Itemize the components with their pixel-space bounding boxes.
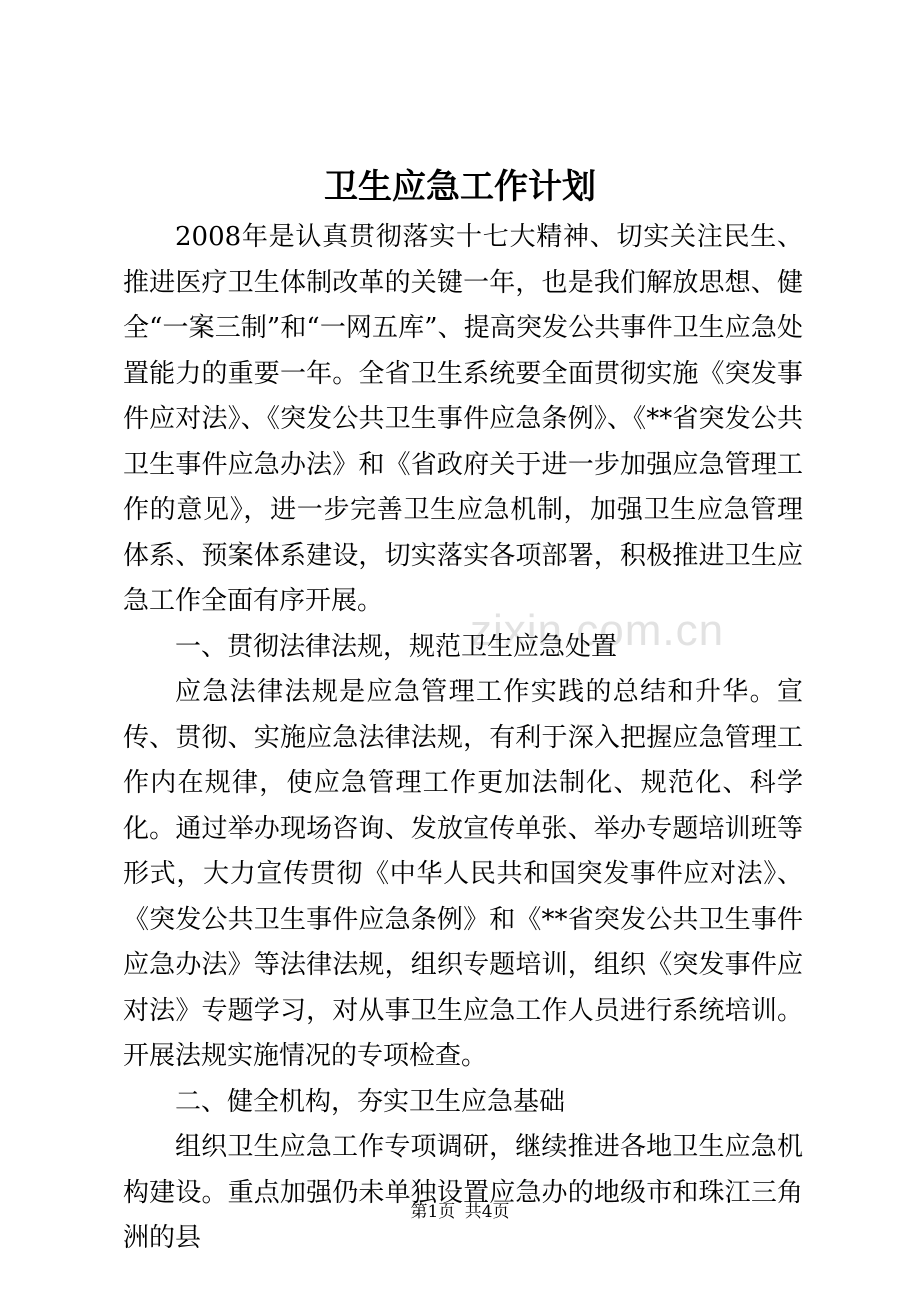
page-total: 共4页 — [464, 1202, 510, 1222]
paragraph-section-2: 组织卫生应急工作专项调研，继续推进各地卫生应急机构建设。重点加强仍未单独设置应急办的地级市和珠江三角洲的县 — [123, 1132, 803, 1253]
page-number: 第1页 — [410, 1202, 456, 1222]
paragraph-intro: 2008年是认真贯彻落实十七大精神、切实关注民生、推进医疗卫生体制改革的关键一年，也是我们解放思想、健全“一案三制”和“一网五库”、提高突发公共事件卫生应急处置能力的重要一年。全省卫生系统要全面贯彻实施《突发事件应对法》、《突发公共卫生事件应急条例》、《**省突发公共卫生事件应急办法》和《省政府关于进一步加强应急管理工作的意见》，进一步完善卫生应急机制，加强卫生应急管理体系、预案体系建设，切实落实各项部署，积极推进卫生应急工作全面有序开展。 — [123, 222, 803, 616]
document-body — [123, 215, 803, 1262]
watermark: zixin.com.cn — [470, 606, 725, 655]
section-heading-1: 一、贯彻法律法规，规范卫生应急处置 — [175, 631, 618, 662]
document-title: 卫生应急工作计划 — [324, 167, 596, 207]
section-heading-2: 二、健全机构，夯实卫生应急基础 — [175, 1086, 566, 1117]
page-footer — [0, 1200, 920, 1224]
paragraph-section-1: 应急法律法规是应急管理工作实践的总结和升华。宣传、贯彻、实施应急法律法规，有利于深入把握应急管理工作内在规律，使应急管理工作更加法制化、规范化、科学化。通过举办现场咨询、发放宣传单张、举办专题培训班等形式，大力宣传贯彻《中华人民共和国突发事件应对法》、《突发公共卫生事件应急条例》和《**省突发公共卫生事件应急办法》等法律法规，组织专题培训，组织《突发事件应对法》专题学习，对从事卫生应急工作人员进行系统培训。开展法规实施情况的专项检查。 — [123, 677, 803, 1071]
